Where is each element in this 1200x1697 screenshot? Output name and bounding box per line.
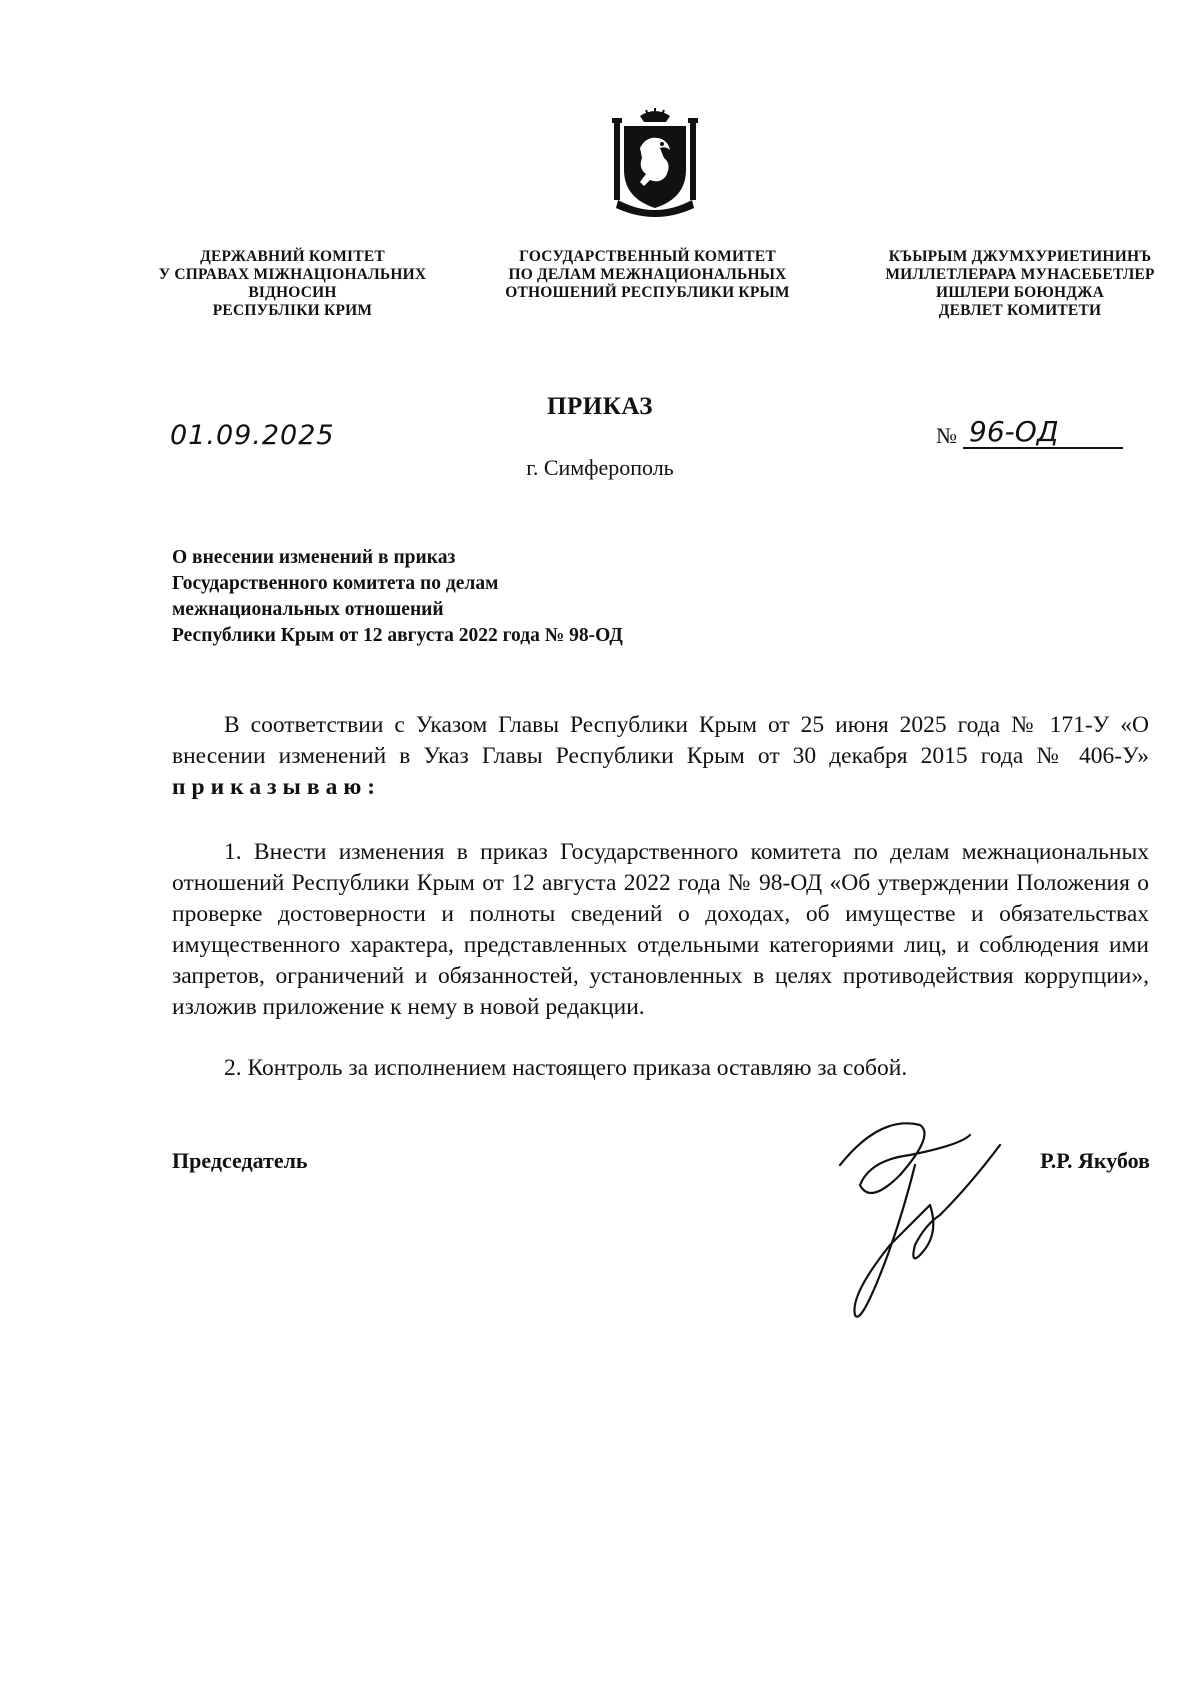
order-date: 01.09.2025 [170, 420, 335, 451]
header-line: У СПРАВАХ МІЖНАЦІОНАЛЬНИХ [158, 266, 427, 283]
header-line: ДЕВЛЕТ КОМИТЕТИ [938, 302, 1102, 319]
header-line: ПО ДЕЛАМ МЕЖНАЦИОНАЛЬНЫХ [508, 266, 787, 283]
order-number [936, 417, 1123, 449]
header-line: МИЛЛЕТЛЕРАРА МУНАСЕБЕТЛЕР [885, 266, 1155, 283]
preamble-text: В соответствии с Указом Главы Республики Крым от 25 июня 2025 года № 171-У «О внесении изменений в Указ Главы Республики Крым от 30 декабря 2015 года № 406-У» [172, 712, 1149, 769]
order-subject [172, 545, 623, 649]
subject-line: О внесении изменений в приказ [172, 547, 456, 568]
document-title: ПРИКАЗ [547, 393, 653, 420]
header-line: ВІДНОСИН [248, 284, 337, 301]
clause-1 [172, 837, 1149, 1023]
signatory-name: Р.Р. Якубов [1040, 1148, 1150, 1173]
signatory-title: Председатель [172, 1148, 308, 1173]
header-crimean-tatar-name [850, 248, 1190, 320]
header-line: КЪЫРЫМ ДЖУМХУРИЕТИНИНЪ [888, 248, 1152, 265]
header-line: ОТНОШЕНИЙ РЕСПУБЛИКИ КРЫМ [505, 284, 790, 301]
city: г. Симферополь [526, 455, 674, 480]
clause-2 [172, 1053, 1149, 1084]
header-line: РЕСПУБЛІКИ КРИМ [212, 302, 373, 319]
number-sign: № [936, 423, 957, 448]
header-russian-name [470, 248, 825, 302]
header-line: ИШЛЕРИ БОЮНДЖА [935, 284, 1105, 301]
subject-line: Государственного комитета по делам [172, 573, 499, 594]
preamble-paragraph [172, 710, 1149, 803]
subject-line: Республики Крым от 12 августа 2022 года № 98-ОД [172, 625, 623, 646]
clause-2-text: 2. Контроль за исполнением настоящего приказа оставляю за собой. [224, 1055, 908, 1081]
crimea-coat-of-arms-icon [610, 108, 700, 220]
clause-1-text: 1. Внести изменения в приказ Государственного комитета по делам межнациональных отношений Республики Крым от 12 августа 2022 года № 98-ОД «Об утверждении Положения о проверке достоверности и полноты сведений о доходах, об имуществе и обязательствах имущественного характера, представленных отдельными категориями лиц, и соблюдения ими запретов, ограничений и обязанностей, установленных в целях противодействия коррупции», изложив приложение к нему в новой редакции. [172, 839, 1149, 1020]
subject-line: межнациональных отношений [172, 599, 444, 620]
header-line: ГОСУДАРСТВЕННЫЙ КОМИТЕТ [519, 248, 776, 265]
order-keyword: приказываю: [172, 774, 382, 800]
header-ukrainian-name [120, 248, 465, 320]
order-number-value: 96-ОД [963, 417, 1123, 449]
handwritten-signature [820, 1105, 1020, 1335]
header-line: ДЕРЖАВНИЙ КОМІТЕТ [200, 248, 385, 265]
